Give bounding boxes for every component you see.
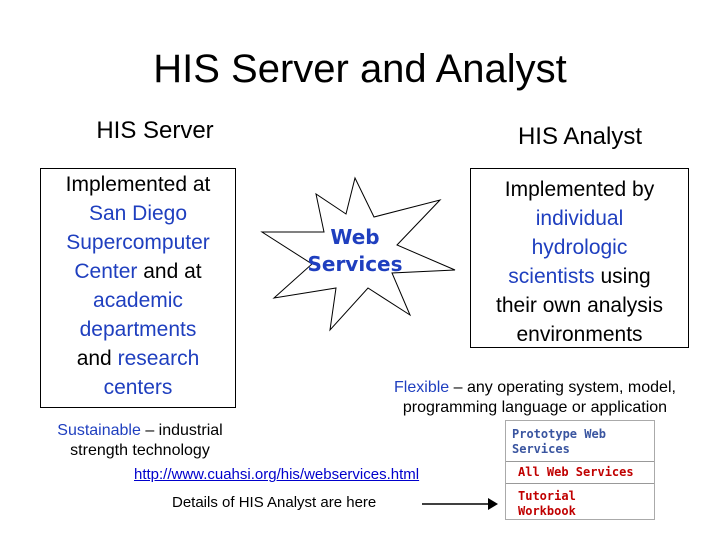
- highlighted-text: individual: [535, 207, 624, 230]
- sustainable-text: – industrial: [140, 422, 223, 439]
- highlighted-text: research: [117, 347, 200, 370]
- flexible-text: – any operating system, model,: [449, 379, 676, 396]
- plain-text: and at: [137, 260, 202, 283]
- menu-item-prototype-web-services[interactable]: Prototype Web Services: [512, 427, 606, 456]
- flexible-note: [360, 378, 710, 418]
- webservices-link[interactable]: http://www.cuahsi.org/his/webservices.html: [134, 466, 420, 483]
- web-services-line1: Web: [330, 225, 380, 249]
- plain-text: environments: [516, 323, 643, 346]
- web-services-label: [290, 224, 420, 278]
- highlighted-text: San Diego: [88, 202, 188, 225]
- highlighted-text: centers: [103, 376, 173, 399]
- sustainable-word: Sustainable: [57, 422, 141, 439]
- server-heading: HIS Server: [96, 117, 214, 144]
- description-line: [471, 204, 688, 233]
- analyst-description-box: [470, 168, 689, 348]
- sustainable-note: [40, 421, 240, 461]
- highlighted-text: Center: [74, 260, 138, 283]
- analyst-heading: HIS Analyst: [517, 123, 643, 150]
- arrow-right-icon: [420, 494, 500, 514]
- highlighted-text: scientists: [508, 265, 595, 288]
- plain-text: using: [594, 265, 651, 288]
- description-line: [41, 228, 235, 257]
- his-analyst-menu-panel: [505, 420, 655, 520]
- description-line: [471, 291, 688, 320]
- description-line: [471, 320, 688, 349]
- highlighted-text: Supercomputer: [66, 231, 210, 254]
- description-line: [41, 344, 235, 373]
- highlighted-text: hydrologic: [531, 236, 628, 259]
- flexible-line2: programming language or application: [402, 399, 668, 416]
- details-text: Details of HIS Analyst are here: [172, 494, 377, 511]
- description-line: [41, 286, 235, 315]
- plain-text: Implemented at: [65, 173, 211, 196]
- plain-text: and: [76, 347, 118, 370]
- sustainable-line2: strength technology: [70, 442, 210, 459]
- description-line: [471, 262, 688, 291]
- menu-divider: [506, 461, 654, 462]
- plain-text: Implemented by: [504, 178, 655, 201]
- highlighted-text: academic: [93, 289, 183, 312]
- web-services-line2: Services: [307, 252, 403, 276]
- flexible-word: Flexible: [394, 379, 450, 396]
- description-line: [41, 373, 235, 402]
- menu-item-tutorial-workbook[interactable]: Tutorial Workbook: [518, 489, 576, 518]
- slide-title: HIS Server and Analyst: [153, 47, 567, 91]
- plain-text: their own analysis: [496, 294, 663, 317]
- description-line: [41, 170, 235, 199]
- description-line: [41, 315, 235, 344]
- description-line: [471, 233, 688, 262]
- description-line: [41, 199, 235, 228]
- description-line: [41, 257, 235, 286]
- menu-divider: [506, 483, 654, 484]
- highlighted-text: departments: [79, 318, 197, 341]
- description-line: [471, 175, 688, 204]
- server-description-box: [40, 168, 236, 408]
- menu-item-all-web-services[interactable]: All Web Services: [518, 465, 634, 479]
